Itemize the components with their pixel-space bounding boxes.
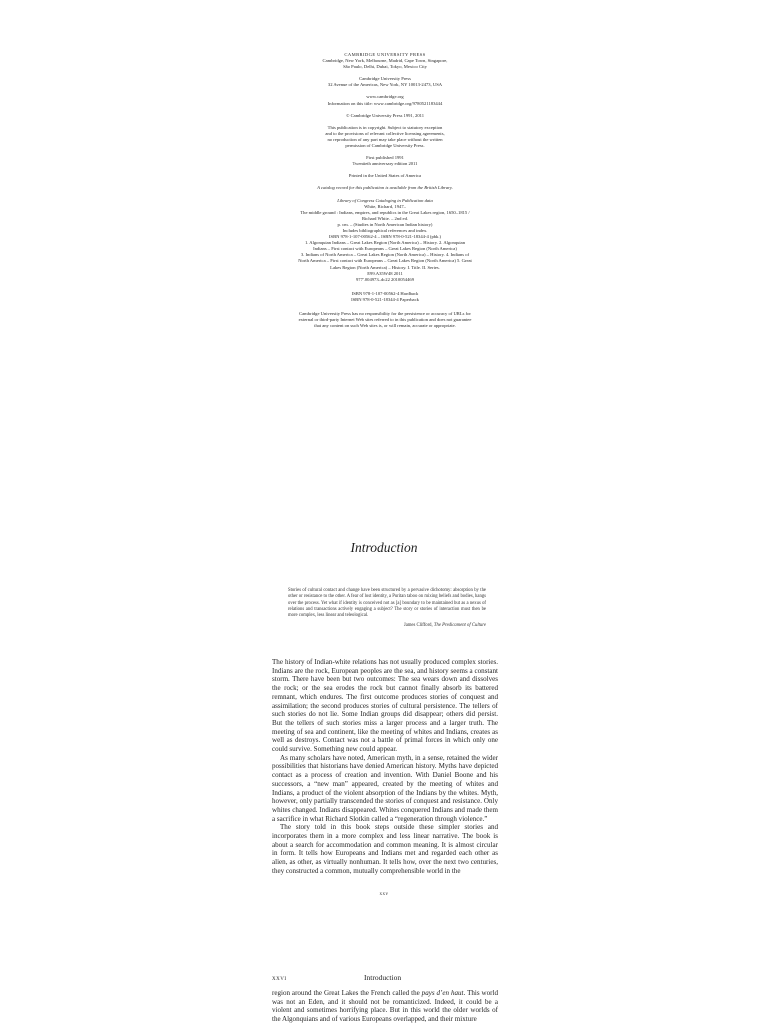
page-folio: xxv bbox=[379, 892, 389, 897]
running-head-title: Introduction bbox=[364, 973, 402, 982]
printed-line: Printed in the United States of America bbox=[348, 173, 422, 179]
text-segment: region around the Great Lakes the French called the bbox=[272, 989, 422, 997]
cip-block bbox=[250, 198, 520, 283]
epigraph-work: The Predicament of Culture bbox=[433, 623, 486, 629]
rights-block bbox=[250, 125, 520, 149]
cip-line: E99.A35W48 2011 bbox=[367, 270, 403, 276]
next-page-body bbox=[272, 989, 498, 1024]
isbn-line: ISBN 978-1-107-00562-4 Hardback bbox=[351, 290, 419, 296]
epigraph bbox=[288, 588, 486, 630]
cip-line: Richard White. – 2nd ed. bbox=[361, 215, 409, 221]
disclaimer-line: external or third-party Internet Web sites referred to in this publication and does not guarantee bbox=[298, 317, 472, 323]
publisher-name: CAMBRIDGE UNIVERSITY PRESS bbox=[344, 52, 426, 57]
address-line: 32 Avenue of the Americas, New York, NY 10013-2473, USA bbox=[327, 82, 443, 88]
cip-line: Indians – First contact with Europeans – Great Lakes Region (North America) bbox=[313, 246, 457, 252]
text-segment: . This world was not an Eden, and it should not be romanticized. Indeed, it could be a violent and sometimes horrifying place. But in this world the older worlds of the Algonquians and of various Europeans overlapped, and their mixture bbox=[272, 989, 498, 1024]
disclaimer-block bbox=[250, 311, 520, 329]
isbn-block bbox=[250, 291, 520, 303]
text-italic-segment: pays d’en haut bbox=[421, 989, 464, 997]
address-block bbox=[250, 76, 520, 88]
web-line: www.cambridge.org bbox=[366, 94, 404, 100]
introduction-title: Introduction bbox=[350, 540, 418, 555]
body-paragraph bbox=[272, 989, 498, 1024]
disclaimer-line: that any content on such Web sites is, or will remain, accurate or appropriate. bbox=[314, 323, 456, 329]
cip-line: Lakes Region (North America) – History. I. Title. II. Series. bbox=[330, 264, 440, 270]
publisher-cities-line: Cambridge, New York, Melbourne, Madrid, Cape Town, Singapore, bbox=[322, 58, 448, 64]
cip-line: The middle ground : Indians, empires, and republics in the Great Lakes region, 1650–1815 / bbox=[300, 209, 470, 215]
body-paragraph: The story told in this book steps outside these simpler stories and incorporates them in a more complex and less linear narrative. The book is about a search for accommodation and common meaning. It is almost circular in form. It tells how Europeans and Indians met and regarded each other as alien, as other, as virtually nonhuman. It tells how, over the next two centuries, they constructed a common, mutually comprehensible world in the bbox=[272, 823, 498, 875]
publisher-block bbox=[250, 52, 520, 70]
rights-line: permission of Cambridge University Press. bbox=[345, 143, 425, 149]
rights-line: no reproduction of any part may take place without the written bbox=[327, 136, 443, 142]
cip-line: ISBN 978-1-107-00562-4 – ISBN 978-0-521-18344-4 (pbk.) bbox=[328, 234, 442, 240]
printed-block bbox=[250, 173, 520, 179]
epigraph-attribution bbox=[288, 623, 486, 629]
edition-line: First published 1991 bbox=[366, 155, 404, 161]
cip-line: 977'.004973–dc22 2010054469 bbox=[356, 276, 414, 282]
publisher-cities-line: São Paulo, Delhi, Dubai, Tokyo, Mexico City bbox=[343, 64, 427, 70]
page-number: xxvi bbox=[272, 973, 287, 982]
catalog-record-line: A catalog record for this publication is available from the British Library. bbox=[317, 185, 453, 191]
web-line: Information on this title: www.cambridge.org/9780521183444 bbox=[327, 100, 443, 106]
editions-block bbox=[250, 155, 520, 167]
body-paragraph: The history of Indian-white relations has not usually produced complex stories. Indians are the rock, European peoples are the sea, and history seems a constant storm. There have been but two outcomes: The sea wears down and dissolves the rock; or the sea erodes the rock but cannot finally absorb its battered remnant, which endures. The first outcome produces stories of conquest and assimilation; the second produces stories of cultural persistence. The tellers of such stories do not lie. Some Indian groups did disappear; others did persist. But the tellers of such stories miss a larger process and a larger truth. The meeting of sea and continent, like the meeting of whites and Indians, creates as well as destroys. Contact was not a battle of primal forces in which only one could survive. Something new could appear. bbox=[272, 658, 498, 754]
rights-line: and to the provisions of relevant collective licensing agreements, bbox=[325, 130, 445, 136]
cip-line: p. cm. – (Studies in North American Indian history) bbox=[337, 221, 433, 227]
isbn-line: ISBN 978-0-521-18344-4 Paperback bbox=[351, 296, 419, 302]
rights-line: This publication is in copyright. Subject to statutory exception bbox=[327, 124, 443, 130]
cip-line: North America – First contact with Europeans – Great Lakes Region (North America) 5. Great bbox=[298, 258, 472, 264]
catalog-record bbox=[250, 185, 520, 191]
disclaimer-line: Cambridge University Press has no responsibility for the persistence or accuracy of URLs for bbox=[299, 311, 471, 316]
body-paragraph: As many scholars have noted, American myth, in a sense, retained the wider possibilities that historians have denied American history. Myths have depicted contact as a process of creation and invention. With Daniel Boone and his successors, a “new man” appeared, created by the meeting of whites and Indians, a product of the violent absorption of the Indians by the whites. Myth, however, only partially transcended the stories of conquest and resistance. Only whites changed. Indians disappeared. Whites conquered Indians and made them a sacrifice in what Richard Slotkin called a “regeneration through violence.” bbox=[272, 753, 498, 823]
cip-line: Includes bibliographical references and index. bbox=[342, 227, 428, 233]
epigraph-text: Stories of cultural contact and change have been structured by a pervasive dichotomy: absorption by the other or resistance to the other. A fear of lost identity, a Puritan taboo on mixing beliefs and bodies, hangs over the process. Yet what if identity is conceived not as [a] boundary to be maintained but as a nexus of relations and transactions actively engaging a subject? The story or stories of interaction must then be more complex, less linear and teleological. bbox=[288, 588, 486, 619]
copyright-page bbox=[250, 52, 520, 335]
epigraph-author: James Clifford, bbox=[403, 623, 434, 629]
cip-heading: Library of Congress Cataloging in Publication data bbox=[337, 197, 433, 203]
copyright-line: © Cambridge University Press 1991, 2011 bbox=[345, 112, 425, 118]
introduction-body bbox=[272, 658, 498, 876]
cip-line: White, Richard, 1947– bbox=[364, 203, 406, 209]
copyright-notice bbox=[250, 113, 520, 119]
edition-line: Twentieth anniversary edition 2011 bbox=[352, 161, 418, 167]
running-head bbox=[272, 973, 498, 982]
address-line: Cambridge University Press bbox=[359, 76, 411, 82]
web-block bbox=[250, 94, 520, 106]
cip-line: 3. Indians of North America – Great Lakes Region (North America) – History. 4. Indians of bbox=[300, 252, 470, 258]
cip-line: 1. Algonquian Indians – Great Lakes Region (North America) – History. 2. Algonquian bbox=[304, 240, 466, 246]
